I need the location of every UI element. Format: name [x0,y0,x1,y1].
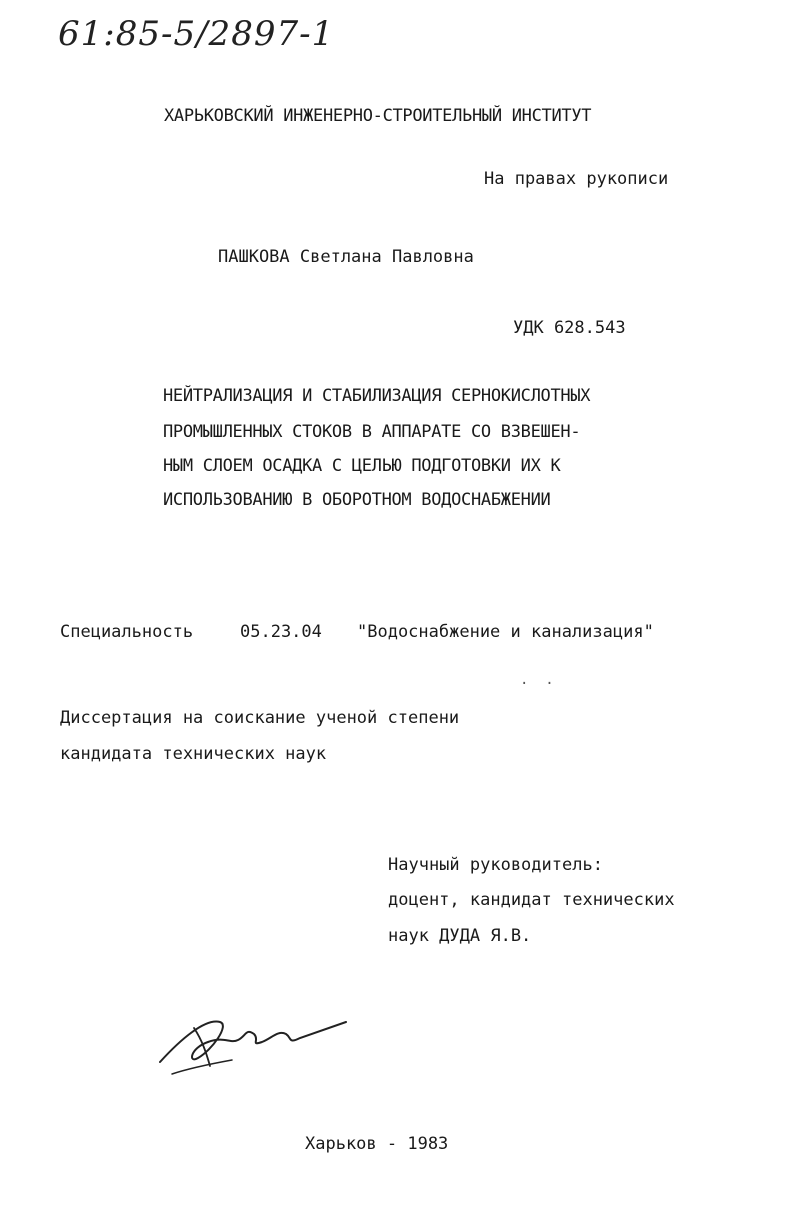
specialty-code: 05.23.04 [240,622,322,642]
place-and-year: Харьков - 1983 [305,1134,449,1154]
title-line: ИСПОЛЬЗОВАНИЮ В ОБОРОТНОМ ВОДОСНАБЖЕНИИ [163,490,551,510]
specialty-label: Специальность [60,622,194,642]
title-line: НЫМ СЛОЕМ ОСАДКА С ЦЕЛЬЮ ПОДГОТОВКИ ИХ К [163,456,561,476]
supervisor-line: наук ДУДА Я.В. [388,926,532,946]
supervisor-line: доцент, кандидат технических [388,890,675,910]
udc-code: УДК 628.543 [513,318,626,338]
specialty-name: "Водоснабжение и канализация" [357,622,654,642]
title-line: ПРОМЫШЛЕННЫХ СТОКОВ В АППАРАТЕ СО ВЗВЕШЕН- [163,422,581,442]
degree-line: кандидата технических наук [60,744,327,764]
institute-name: ХАРЬКОВСКИЙ ИНЖЕНЕРНО-СТРОИТЕЛЬНЫЙ ИНСТИТУТ [164,106,592,126]
stray-marks: · · [520,676,554,692]
author-name: ПАШКОВА Светлана Павловна [218,247,474,267]
archive-code-handwritten: 61:85-5/2897-1 [58,14,335,54]
signature-image [150,1000,360,1080]
manuscript-rights-note: На правах рукописи [484,169,669,189]
supervisor-line: Научный руководитель: [388,855,603,875]
title-line: НЕЙТРАЛИЗАЦИЯ И СТАБИЛИЗАЦИЯ СЕРНОКИСЛОТНЫХ [163,386,591,406]
degree-line: Диссертация на соискание ученой степени [60,708,460,728]
